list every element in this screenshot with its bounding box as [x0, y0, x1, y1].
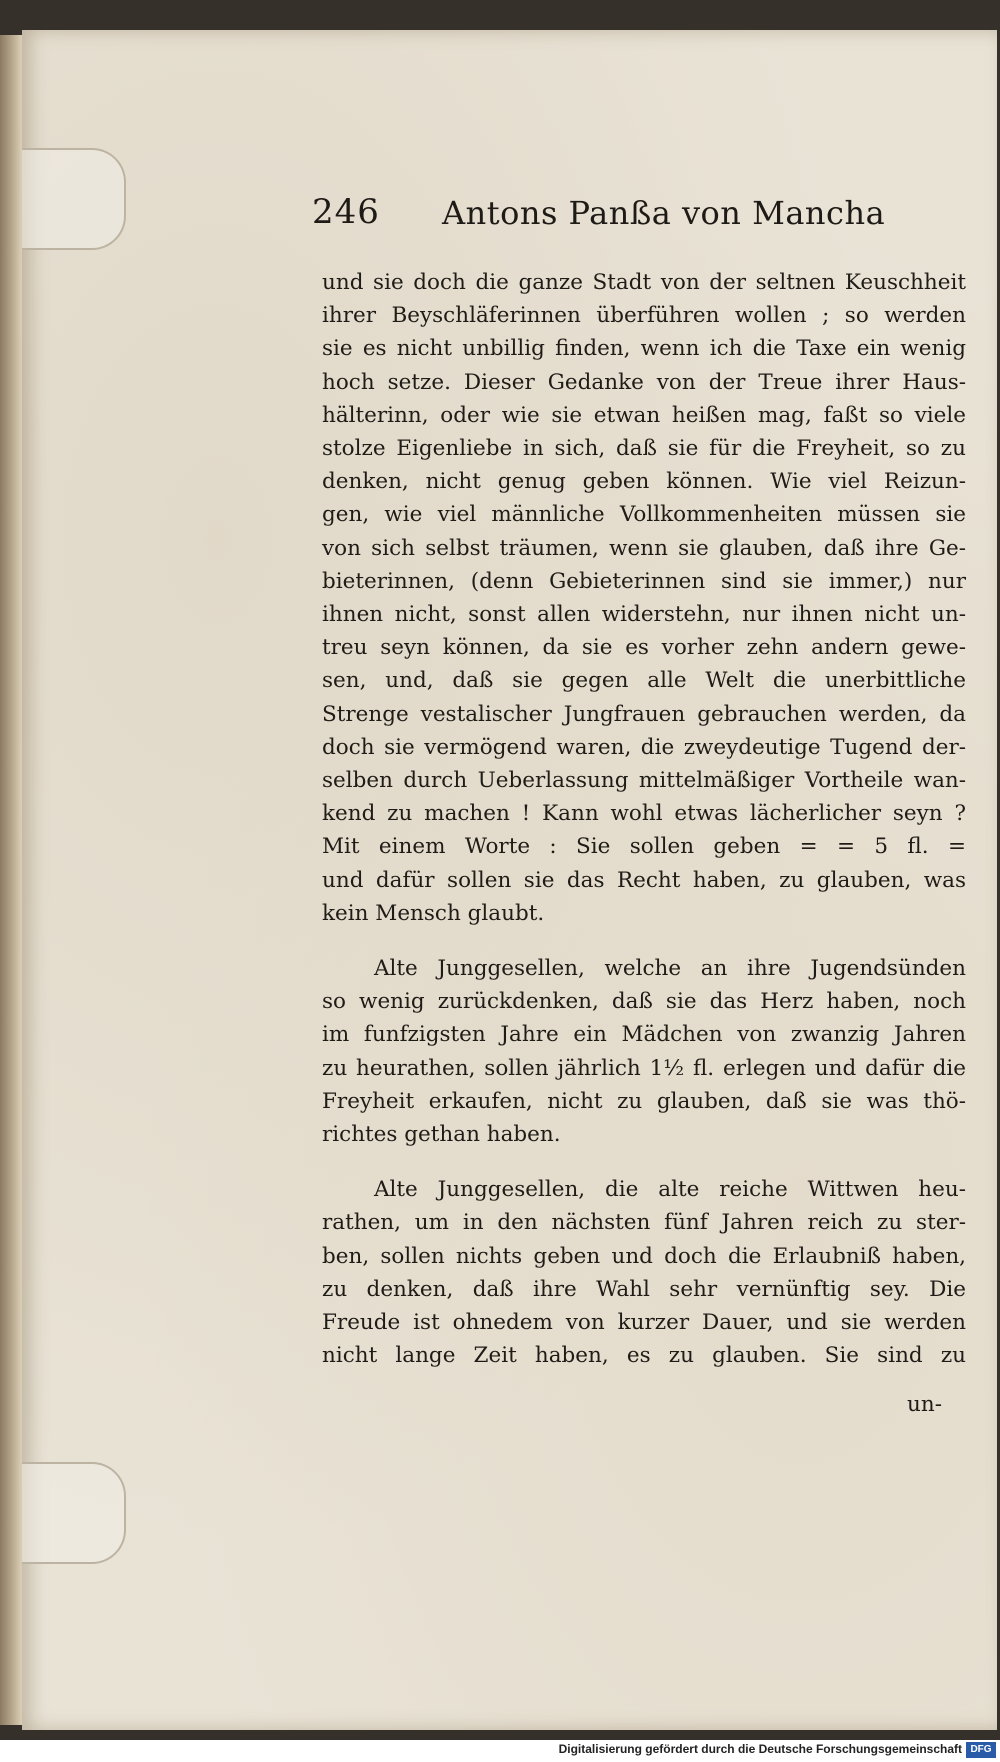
page-header — [312, 192, 942, 232]
text-line: Mit einem Worte : Sie sollen geben = = 5 fl. = — [322, 834, 966, 860]
text-line: Freyheit erkaufen, nicht zu glauben, daß sie was thö- — [322, 1088, 966, 1114]
text-line: Alte Junggesellen, die alte reiche Wittwen heu- — [374, 1177, 966, 1203]
text-line: sen, und, daß sie gegen alle Welt die unerbittliche — [322, 668, 966, 694]
text-line: rathen, um in den nächsten fünf Jahren reich zu ster- — [322, 1210, 966, 1236]
dfg-logo-icon: DFG — [966, 1742, 996, 1758]
text-line: und sie doch die ganze Stadt von der seltnen Keuschheit — [322, 270, 966, 295]
text-line: richtes gethan haben. — [322, 1122, 561, 1148]
text-line: Freude ist ohnedem von kurzer Dauer, und sie werden — [322, 1310, 966, 1336]
text-line: im funfzigsten Jahre ein Mädchen von zwanzig Jahren — [322, 1022, 966, 1048]
text-line: gen, wie viel männliche Vollkommenheiten müssen sie — [322, 502, 966, 528]
body-text — [322, 266, 966, 1395]
text-line: hoch setze. Dieser Gedanke von der Treue ihrer Haus- — [322, 369, 966, 395]
text-line: und dafür sollen sie das Recht haben, zu glauben, was — [322, 867, 966, 893]
text-line: Strenge vestalischer Jungfrauen gebrauchen werden, da — [322, 701, 966, 727]
text-line: kend zu machen ! Kann wohl etwas lächerlicher seyn ? — [322, 801, 966, 827]
text-line: so wenig zurückdenken, daß sie das Herz haben, noch — [322, 989, 966, 1015]
text-line: treu seyn können, da sie es vorher zehn andern gewe- — [322, 635, 966, 661]
text-line: ihnen nicht, sonst allen widerstehn, nur ihnen nicht un- — [322, 602, 966, 628]
text-line: Alte Junggesellen, welche an ihre Jugendsünden — [374, 956, 966, 982]
page-clip-bottom — [22, 1462, 126, 1564]
footer-credit: Digitalisierung gefördert durch die Deutsche Forschungsgemeinschaft — [558, 1742, 962, 1756]
page-clip-top — [22, 148, 126, 250]
catchword: un- — [907, 1392, 942, 1417]
text-line: denken, nicht genug geben können. Wie viel Reizun- — [322, 469, 966, 495]
book-page — [22, 30, 997, 1730]
page-number: 246 — [312, 192, 380, 232]
footer-bar — [0, 1740, 1000, 1762]
running-head: Antons Panßa von Mancha — [442, 194, 886, 232]
text-line: nicht lange Zeit haben, es zu glauben. Sie sind zu — [322, 1343, 966, 1369]
text-line: stolze Eigenliebe in sich, daß sie für die Freyheit, so zu — [322, 436, 966, 462]
text-line: selben durch Ueberlassung mittelmäßiger Vortheile wan- — [322, 768, 966, 794]
text-line: zu heurathen, sollen jährlich 1½ fl. erlegen und dafür die — [322, 1055, 966, 1081]
text-line: kein Mensch glaubt. — [322, 900, 545, 926]
text-line: zu denken, daß ihre Wahl sehr vernünftig sey. Die — [322, 1276, 966, 1302]
paragraph-2 — [322, 952, 966, 1151]
text-line: hälterinn, oder wie sie etwan heißen mag, faßt so viele — [322, 402, 966, 428]
text-line: ihrer Beyschläferinnen überführen wollen ; so werden — [322, 303, 966, 329]
paragraph-1 — [322, 266, 966, 930]
text-line: doch sie vermögend waren, die zweydeutige Tugend der- — [322, 734, 966, 760]
text-line: ben, sollen nichts geben und doch die Erlaubniß haben, — [322, 1243, 966, 1269]
text-line: bieterinnen, (denn Gebieterinnen sind sie immer,) nur — [322, 568, 966, 594]
text-line: sie es nicht unbillig finden, wenn ich die Taxe ein wenig — [322, 336, 966, 362]
text-line: von sich selbst träumen, wenn sie glauben, daß ihre Ge- — [322, 535, 966, 561]
paragraph-3 — [322, 1173, 966, 1372]
